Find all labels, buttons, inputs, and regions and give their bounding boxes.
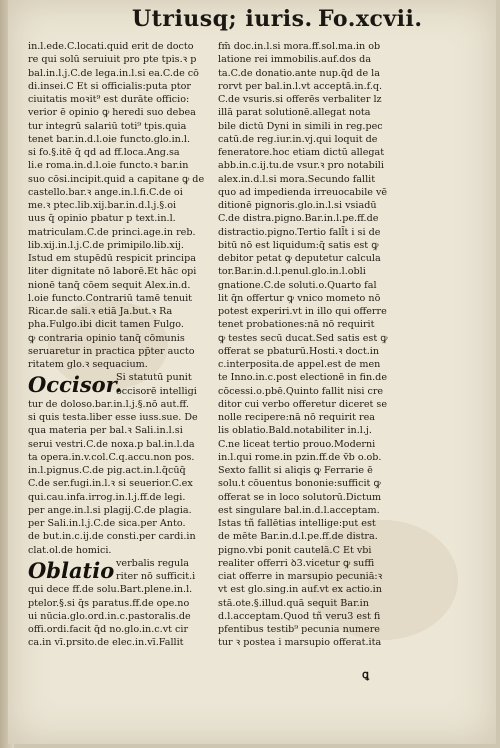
- text-line: d.l.acceptam.Quod tñ veru3 est fi: [218, 610, 381, 622]
- text-line: debitor petat ꝙ deputetur calcula: [218, 253, 381, 264]
- text-line: te Inno.in.c.post electionē in fin.de: [218, 372, 387, 384]
- text-line: ui nūcia.glo.ord.in.c.pastoralis.de: [28, 610, 191, 622]
- text-line: lit q̄n offertur ꝙ vnico mometo nō: [218, 292, 381, 304]
- text-line: fm̄ doc.in.l.si mora.ff.sol.ma.in ob: [218, 41, 381, 52]
- text-line: pha.Fulgo.ibi dicit tamen Fulgo.: [28, 319, 184, 331]
- text-line: alex.in.d.l.si mora.Secundo fallit: [218, 173, 376, 185]
- text-line: Sexto fallit si aliqis ꝙ Ferrarie ē: [218, 465, 373, 476]
- text-line: offerat se in loco solutorū.Dictum: [218, 491, 382, 503]
- text-line: ta.C.de donatio.ante nup.q̄d de la: [218, 67, 380, 79]
- text-line: riter nō sufficit.i: [116, 571, 196, 582]
- text-line: feneratore.hoc etiam dictū allegat: [218, 147, 385, 158]
- text-line: realiter offerri ꝺ3.vicetur ꝙ suffi: [218, 557, 375, 569]
- text-line: de but.in.c.ij.de consti.per cardi.in: [28, 531, 196, 543]
- text-line: cōcessi.o.pbē.Quinto fallit nisi cre: [218, 385, 384, 397]
- text-line: li.e roma.in.d.l.oie functo.ꝛ bar.in: [28, 160, 189, 172]
- text-line: c.interposita.de appel.est de men: [218, 359, 381, 370]
- text-line: ditor cui verbo offeretur diceret se: [218, 398, 388, 410]
- text-line: tenet bar.in.d.l.oie functo.glo.in.l.: [28, 133, 190, 145]
- text-line: tenet probationes:nā nō requirit: [218, 319, 375, 331]
- text-line: Ricar.de sali.ꝛ etiā Ja.but.ꝛ Ra: [28, 306, 173, 317]
- text-line: ꝙ testes secū ducat.Sed satis est ꝙ: [218, 332, 388, 344]
- text-line: qua materia per bal.ꝛ Sali.in.l.si: [28, 425, 183, 437]
- text-line: me.ꝛ ptec.lib.xij.bar.in.d.l.j.§.oi: [28, 200, 177, 211]
- text-line: suo cōsi.incipit.quid a capitane ꝙ de: [28, 173, 205, 185]
- text-line: est singulare bal.in.d.l.acceptam.: [218, 504, 380, 516]
- text-line: seruaretur in practica pp̄ter aucto: [28, 345, 195, 357]
- text-line: bitū nō est liquidum:q̄ satis est ꝙ: [218, 239, 379, 251]
- text-line: Istas tñ fallētias intellige:put est: [218, 518, 376, 529]
- text-line: l.oie functo.Contrariū tamē tenuit: [28, 292, 193, 304]
- text-line: offerat se pbaturū.Hosti.ꝛ doct.in: [218, 345, 380, 357]
- text-line: solu.t cōuentus bononie:sufficit ꝙ: [218, 478, 381, 490]
- text-line: serui vestri.C.de noxa.p bal.in.l.da: [28, 438, 195, 450]
- text-line: ciat offerre in marsupio pecuniā:ꝛ: [218, 571, 383, 582]
- lemma-heading: Oblatio: [28, 557, 115, 583]
- text-line: rorvt per bal.in.l.vt acceptā.in.f.q.: [218, 80, 383, 92]
- text-line: bile dictū Dyni in simili in reg.pec: [218, 120, 383, 132]
- lemma-line-oblatio-2: [28, 570, 216, 583]
- right-column: [218, 40, 418, 650]
- text-line: Si statutū punit: [116, 372, 192, 384]
- text-line: lib.xij.in.l.j.C.de primipilo.lib.xij.: [28, 239, 184, 251]
- text-line: per ange.in.l.si plagij.C.de plagia.: [28, 504, 192, 516]
- text-line: stā.ote.§.illud.quā sequit Bar.in: [218, 597, 369, 609]
- text-line: offi.ordi.facit q̄d no.glo.in.c.vt cir: [28, 624, 189, 635]
- text-line: Istud em stupēdū respicit principa: [28, 253, 196, 264]
- text-line: pfentibus testib⁹ pecunia numere: [218, 624, 380, 635]
- text-line: tur de doloso.bar.in.l.j.§.nō aut.ff.: [28, 398, 189, 410]
- text-line: ptelor.§.si q̄s paratus.ff.de ope.no: [28, 597, 190, 609]
- text-line: qui.cau.infa.irrog.in.l.j.ff.de legi.: [28, 491, 186, 503]
- text-line: de mēte Bar.in.d.l.pe.ff.de distra.: [218, 531, 378, 543]
- text-line: si quis testa.liber esse iuss.sue. De: [28, 412, 198, 423]
- text-line: re qui solū seruiuit pro pte tpis.ꝛ p: [28, 54, 197, 66]
- text-line: ꝙ contraria opinio tanq̄ cōmunis: [28, 332, 185, 344]
- text-line: catū.de reg.iur.in.vj.qui loquit de: [218, 133, 378, 145]
- text-line: distractio.pigno.Tertio fall̄t i si de: [218, 226, 381, 238]
- text-line: potest experiri.vt in illo qui offerre: [218, 306, 387, 317]
- running-title: Utriusq; iuris.: [132, 6, 313, 32]
- text-line: per Sali.in.l.j.C.de sica.per Anto.: [28, 518, 186, 529]
- text-line: C.ne liceat tertio prouo.Moderni: [218, 438, 376, 450]
- text-line: latione rei immobilis.auf.dos da: [218, 54, 372, 66]
- text-line: qui dece ff.de solu.Bart.plene.in.l.: [28, 584, 193, 596]
- text-line: C.de distra.pigno.Bar.in.l.pe.ff.de: [218, 213, 379, 225]
- text-line: lis oblatio.Bald.notabiliter in.l.j.: [218, 425, 372, 437]
- text-line: in.l.ede.C.locati.quid erit de docto: [28, 41, 194, 52]
- text-line: nionē tanq̄ cōem sequit Alex.in.d.: [28, 279, 191, 291]
- text-line: ta opera.in.v.col.C.q.accu.non pos.: [28, 451, 195, 463]
- text-line: abb.in.c.ij.tu.de vsur.ꝛ pro notabili: [218, 160, 384, 172]
- text-line: illā parat solutionē.allegat nota: [218, 107, 371, 119]
- text-line: ritatem glo.ꝛ sequacium.: [28, 359, 148, 370]
- text-line: quo ad impedienda irreuocabile vē: [218, 186, 388, 198]
- text-line: castello.bar.ꝛ ange.in.l.fi.C.de oi: [28, 186, 183, 198]
- lemma-line-occisor-2: [28, 385, 216, 398]
- text-line: verior ē opinio ꝙ heredi suo debea: [28, 107, 196, 119]
- text-line: C.de vsuris.si offerēs verbaliter lz: [218, 94, 382, 105]
- text-line: pigno.vbi ponit cautelā.C Et vbi: [218, 544, 372, 556]
- text-line: ca.in vī.prsito.de elec.in.vī.Fallit: [28, 637, 184, 649]
- text-line: in.l.qui rome.in pzin.ff.de v̄b o.ob.: [218, 451, 382, 463]
- text-line: vt est glo.sing.in auf.vt ex actio.in: [218, 584, 382, 596]
- text-line: clat.ol.de homici.: [28, 544, 112, 556]
- text-line: matriculam.C.de princi.age.in reb.: [28, 226, 196, 238]
- text-line: ditionē pignoris.glo.in.l.si vsiadū: [218, 200, 377, 211]
- text-line: ciuitatis moꝛit⁹ est durāte officio:: [28, 94, 190, 105]
- text-line: verbalis regula: [116, 557, 190, 569]
- text-line: bal.in.l.j.C.de lega.in.l.si ea.C.de cō: [28, 67, 199, 79]
- text-line: liter dignitate nō laborē.Et hāc opi: [28, 266, 197, 278]
- text-line: tur integrū salariū toti⁹ tpis.quia: [28, 120, 187, 132]
- text-line: in.l.pignus.C.de pig.act.in.l.q̄cūq̄: [28, 465, 186, 476]
- lemma-heading: Occisor.: [28, 372, 123, 398]
- text-line: uus q̄ opinio pbatur p text.in.l.: [28, 213, 176, 225]
- catchword: ꝗ: [362, 668, 369, 681]
- text-line: si fo.§.itē q̄ qd ad ff.loca.Ang.sa: [28, 147, 180, 158]
- text-line: nolle recipere:nā nō requirit rea: [218, 412, 375, 423]
- page-header: [0, 4, 500, 38]
- left-column: [28, 40, 216, 650]
- text-line: C.de ser.fugi.in.l.ꝛ si seuerior.C.ex: [28, 478, 193, 490]
- folio-number: Fo.xcvii.: [318, 6, 423, 32]
- text-line: di.insei.C Et si officialis:puta ptor: [28, 80, 191, 92]
- text-line: tor.Bar.in.d.l.penul.glo.in.l.obli: [218, 266, 366, 278]
- text-line: gnatione.C.de soluti.o.Quarto fal: [218, 279, 377, 291]
- text-line: occisorē intelligi: [116, 385, 197, 397]
- text-line: tur ꝛ postea i marsupio offerat.ita: [218, 637, 382, 649]
